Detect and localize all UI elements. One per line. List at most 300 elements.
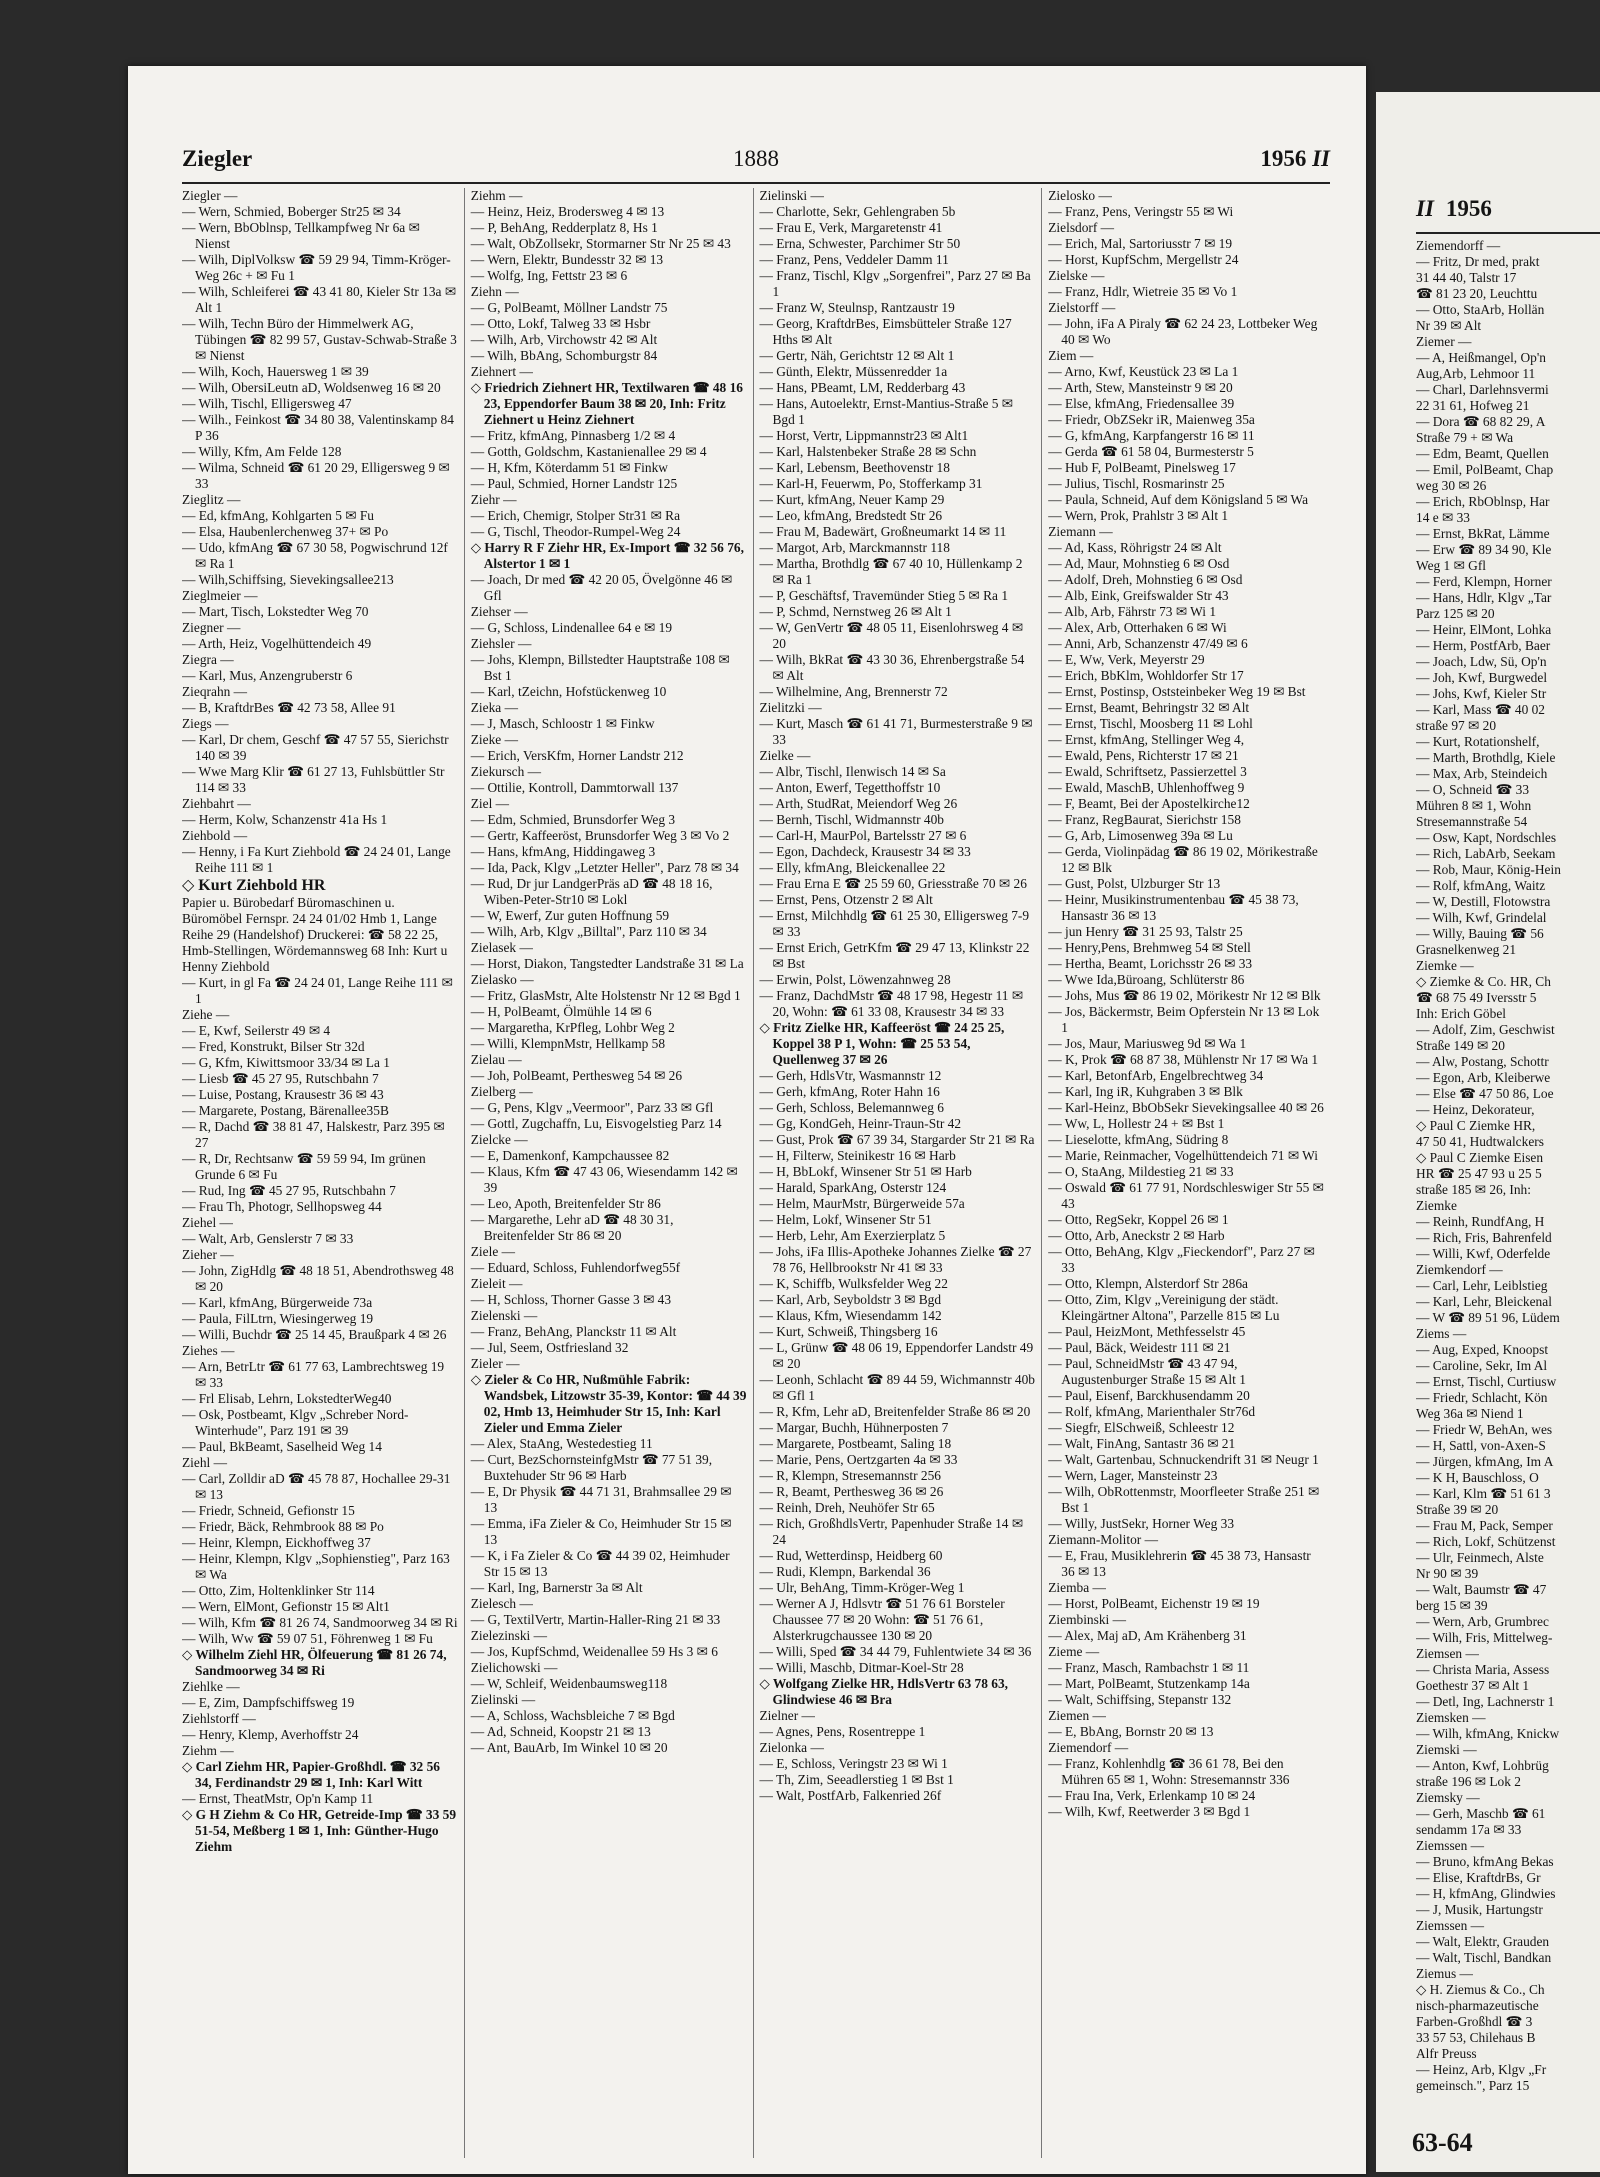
directory-entry: — Ewald, Pens, Richterstr 17 ✉ 21: [1048, 748, 1239, 763]
directory-entry: — Heinr, Klempn, Klgv „Sophienstieg", Parz 163 ✉ Wa: [182, 1551, 450, 1582]
directory-entry: — Günth, Elektr, Müssenredder 1a: [759, 364, 948, 379]
directory-entry: — Ernst, Milchhdlg ☎ 61 25 30, Elligersweg 7-9 ✉ 33: [759, 908, 1030, 939]
directory-entry: — Agnes, Pens, Rosentreppe 1: [759, 1724, 926, 1739]
facing-entry-line: 22 31 61, Hofweg 21: [1416, 398, 1530, 413]
directory-entry: — Else, kfmAng, Friedensallee 39: [1048, 396, 1235, 411]
directory-entry: — Harald, SparkAng, Osterstr 124: [759, 1180, 947, 1195]
facing-entry-line: berg 15 ✉ 39: [1416, 1598, 1488, 1613]
directory-entry: — Paul, BkBeamt, Saselheid Weg 14: [182, 1439, 382, 1454]
directory-entry: — Erich, Chemigr, Stolper Str31 ✉ Ra: [470, 508, 681, 523]
directory-entry: — Karl, Ing iR, Kuhgraben 3 ✉ Blk: [1048, 1084, 1243, 1099]
facing-entry-line: HR ☎ 25 47 93 u 25 5: [1416, 1166, 1542, 1181]
facing-entry-line: — Gerh, Maschb ☎ 61: [1416, 1806, 1546, 1821]
facing-entry-line: — Elise, KraftdrBs, Gr: [1416, 1870, 1541, 1885]
directory-entry: — P, Schmd, Nernstweg 26 ✉ Alt 1: [759, 604, 952, 619]
directory-entry: — Curt, BezSchornsteinfgMstr ☎ 77 51 39, Buxtehuder Str 96 ✉ Harb: [470, 1452, 713, 1483]
directory-entry: — Ernst, TheatMstr, Op'n Kamp 11: [182, 1791, 374, 1806]
facing-entry-line: Straße 79 + ✉ Wa: [1416, 430, 1514, 445]
facing-entry-line: Aug,Arb, Lehmoor 11: [1416, 366, 1536, 381]
directory-entry: — Paul, Schmied, Horner Landstr 125: [470, 476, 678, 491]
directory-entry: — Henry, Klemp, Averhoffstr 24: [182, 1727, 359, 1742]
surname-heading: Zieglitz —: [182, 492, 241, 507]
directory-entry: — Charlotte, Sekr, Gehlengraben 5b: [759, 204, 956, 219]
surname-heading: Zielasko —: [470, 972, 534, 987]
facing-entry-line: Ziemsken —: [1416, 1710, 1486, 1725]
directory-entry: — Friedr, Schneid, Gefionstr 15: [182, 1503, 355, 1518]
directory-entry: — Karl, tZeichn, Hofstückenweg 10: [470, 684, 667, 699]
directory-entry: — G, Arb, Limosenweg 39a ✉ Lu: [1048, 828, 1233, 843]
running-head-name: Ziegler: [182, 146, 253, 171]
facing-entry-line: — Erich, RbOblnsp, Har: [1416, 494, 1550, 509]
facing-entry-line: — Ernst, Tischl, Curtiusw: [1416, 1374, 1557, 1389]
directory-entry: — Willi, Maschb, Ditmar-Koel-Str 28: [759, 1660, 964, 1675]
directory-entry: ◇ Zieler & Co HR, Nußmühle Fabrik: Wandsbek, Litzowstr 35-39, Kontor: ☎ 44 39 02, Hmb 13, Heimhuder Str 15, Inh: Karl Zieler und Emma Zieler: [470, 1372, 747, 1435]
directory-entry: — Walt, PostfArb, Falkenried 26f: [759, 1788, 942, 1803]
directory-entry: — Ernst, Postinsp, Oststeinbeker Weg 19 ✉ Bst: [1048, 684, 1306, 699]
directory-entry: — E, Schloss, Veringstr 23 ✉ Wi 1: [759, 1756, 948, 1771]
directory-entry: — Arth, Stew, Mansteinstr 9 ✉ 20: [1048, 380, 1233, 395]
directory-entry: — E, Dr Physik ☎ 44 71 31, Brahmsallee 29 ✉ 13: [470, 1484, 732, 1515]
directory-entry: — Hertha, Beamt, Lorichsstr 26 ✉ 33: [1048, 956, 1253, 971]
directory-entry: — Jul, Seem, Ostfriesland 32: [470, 1340, 629, 1355]
directory-entry: — Otto, Klempn, Alsterdorf Str 286a: [1048, 1276, 1248, 1291]
facing-entry-line: — Johs, Kwf, Kieler Str: [1416, 686, 1547, 701]
directory-entry: — Fritz, kfmAng, Pinnasberg 1/2 ✉ 4: [470, 428, 676, 443]
facing-entry-line: — Willi, Kwf, Oderfelde: [1416, 1246, 1551, 1261]
directory-entry: — Siegfr, ElSchweiß, Schleestr 12: [1048, 1420, 1235, 1435]
facing-entry-line: ☎ 68 75 49 Iversstr 5: [1416, 990, 1537, 1005]
directory-entry: — Karl, Arb, Seyboldstr 3 ✉ Bgd: [759, 1292, 942, 1307]
directory-entry: ◇ Wilhelm Ziehl HR, Ölfeuerung ☎ 81 26 74, Sandmoorweg 34 ✉ Ri: [182, 1647, 447, 1678]
facing-entry-line: — Heinz, Dekorateur,: [1416, 1102, 1535, 1117]
facing-part-number: II: [1416, 196, 1434, 221]
directory-entry: — E, Damenkonf, Kampchaussee 82: [470, 1148, 670, 1163]
directory-entry: — Wilh, BbAng, Schomburgstr 84: [470, 348, 658, 363]
directory-entry: — W, Ewerf, Zur guten Hoffnung 59: [470, 908, 670, 923]
directory-entry: — Fred, Konstrukt, Bilser Str 32d: [182, 1039, 365, 1054]
directory-entry: — Henny, i Fa Kurt Ziehbold ☎ 24 24 01, Lange Reihe 111 ✉ 1: [182, 844, 451, 875]
directory-entry: — Karl, Halstenbeker Straße 28 ✉ Schn: [759, 444, 977, 459]
directory-entry: — Leonh, Schlacht ☎ 89 44 59, Wichmannstr 40b ✉ Gfl 1: [759, 1372, 1035, 1403]
surname-heading: Zielner —: [759, 1708, 815, 1723]
directory-entry: ◇ Carl Ziehm HR, Papier-Großhdl. ☎ 32 56 34, Ferdinandstr 29 ✉ 1, Inh: Karl Witt: [182, 1759, 440, 1790]
directory-entry: — Wilh., Feinkost ☎ 34 80 38, Valentinskamp 84 P 36: [182, 412, 454, 443]
directory-entry: — Karl, kfmAng, Bürgerweide 73a: [182, 1295, 373, 1310]
directory-entry: — Heinr, Musikinstrumentenbau ☎ 45 38 73, Hansastr 36 ✉ 13: [1048, 892, 1299, 923]
directory-entry: — Franz, BehAng, Planckstr 11 ✉ Alt: [470, 1324, 677, 1339]
directory-entry: — Wilh,Schiffsing, Sievekingsallee213: [182, 572, 394, 587]
directory-entry: — Gertr, Näh, Gerichtstr 12 ✉ Alt 1: [759, 348, 955, 363]
directory-entry: — R, Beamt, Perthesweg 36 ✉ 26: [759, 1484, 944, 1499]
facing-entry-line: — Frau M, Pack, Semper: [1416, 1518, 1553, 1533]
surname-heading: Zielberg —: [470, 1084, 533, 1099]
directory-entry: — Wern, Prok, Prahlstr 3 ✉ Alt 1: [1048, 508, 1229, 523]
facing-entry-line: — Fritz, Dr med, prakt: [1416, 254, 1540, 269]
page-header: [182, 146, 1330, 184]
facing-entry-line: — Rich, Fris, Bahrenfeld: [1416, 1230, 1552, 1245]
directory-entry: — Willy, JustSekr, Horner Weg 33: [1048, 1516, 1235, 1531]
directory-entry: — Paul, Eisenf, Barckhusendamm 20: [1048, 1388, 1250, 1403]
directory-entry: — Franz, Pens, Veddeler Damm 11: [759, 252, 949, 267]
facing-entry-line: — Heinz, Arb, Klgv „Fr: [1416, 2062, 1547, 2077]
directory-entry: — Kurt, Masch ☎ 61 41 71, Burmesterstraße 9 ✉ 33: [759, 716, 1033, 747]
facing-entry-line: Ziemendorff —: [1416, 238, 1501, 253]
facing-entry-line: Ziemer —: [1416, 334, 1472, 349]
directory-entry: — Ed, kfmAng, Kohlgarten 5 ✉ Fu: [182, 508, 374, 523]
surname-heading: Zielenski —: [470, 1308, 538, 1323]
facing-entry-line: — Herm, PostfArb, Baer: [1416, 638, 1551, 653]
surname-heading: Zielske —: [1048, 268, 1105, 283]
directory-entry: — Wilh, BkRat ☎ 43 30 36, Ehrenbergstraße 54 ✉ Alt: [759, 652, 1025, 683]
directory-entry: — G, PolBeamt, Möllner Landstr 75: [470, 300, 668, 315]
facing-entry-line: — Christa Maria, Assess: [1416, 1662, 1550, 1677]
facing-year: 1956: [1445, 196, 1492, 221]
directory-entry: — Gerda, Violinpädag ☎ 86 19 02, Mörikestraße 12 ✉ Blk: [1048, 844, 1318, 875]
directory-entry: — Franz, Masch, Rambachstr 1 ✉ 11: [1048, 1660, 1250, 1675]
directory-entry: — Herm, Kolw, Schanzenstr 41a Hs 1: [182, 812, 388, 827]
directory-entry: — Jos, Bäckermstr, Beim Opferstein Nr 13 ✉ Lok 1: [1048, 1004, 1320, 1035]
directory-entry: — H, Filterw, Steinikestr 16 ✉ Harb: [759, 1148, 956, 1163]
facing-entry-line: — Emil, PolBeamt, Chap: [1416, 462, 1554, 477]
directory-entry: — Luise, Postang, Krausestr 36 ✉ 43: [182, 1087, 384, 1102]
surname-heading: Zieke —: [470, 732, 518, 747]
directory-entry: — Leo, Apoth, Breitenfelder Str 86: [470, 1196, 661, 1211]
directory-entry: — Heinr, Klempn, Eickhoffweg 37: [182, 1535, 371, 1550]
directory-entry: — G, Tischl, Theodor-Rumpel-Weg 24: [470, 524, 681, 539]
facing-entry-line: Ziemssen —: [1416, 1838, 1485, 1853]
directory-entry: — Anton, Ewerf, Tegetthoffstr 10: [759, 780, 941, 795]
surname-heading: Ziekursch —: [470, 764, 542, 779]
surname-heading: Ziemen —: [1048, 1708, 1106, 1723]
directory-entry: — Otto, RegSekr, Koppel 26 ✉ 1: [1048, 1212, 1229, 1227]
directory-entry: — Karl-Heinz, BbObSekr Sievekingsallee 40 ✉ 26: [1048, 1100, 1324, 1115]
facing-entry-line: Ziemssen —: [1416, 1918, 1485, 1933]
directory-entry: — Franz, Tischl, Klgv „Sorgenfrei", Parz 27 ✉ Ba 1: [759, 268, 1031, 299]
directory-entry: — W, GenVertr ☎ 48 05 11, Eisenlohrsweg 4 ✉ 20: [759, 620, 1024, 651]
directory-entry: — Wilh, Arb, Klgv „Billtal", Parz 110 ✉ 34: [470, 924, 707, 939]
directory-entry: — Ernst, Pens, Otzenstr 2 ✉ Alt: [759, 892, 933, 907]
directory-entry: — Kurt, Schweiß, Thingsberg 16: [759, 1324, 938, 1339]
directory-entry: — Mart, PolBeamt, Stutzenkamp 14a: [1048, 1676, 1250, 1691]
facing-entry-line: — Hans, Hdlr, Klgv „Tar: [1416, 590, 1552, 605]
facing-entry-line: ◇ Ziemke & Co. HR, Ch: [1416, 974, 1551, 989]
directory-entry: — Willi, KlempnMstr, Hellkamp 58: [470, 1036, 666, 1051]
facing-entry-line: Ziems —: [1416, 1326, 1467, 1341]
directory-entry: — Frl Elisab, Lehrn, LokstedterWeg40: [182, 1391, 392, 1406]
page-number: 1888: [733, 146, 779, 171]
directory-entry: — Frau Th, Photogr, Sellhopsweg 44: [182, 1199, 382, 1214]
surname-heading: Ziemann-Molitor —: [1048, 1532, 1158, 1547]
facing-entry-line: — Adolf, Zim, Geschwist: [1416, 1022, 1555, 1037]
surname-heading: Zielesch —: [470, 1596, 533, 1611]
directory-entry: — Frau Ina, Verk, Erlenkamp 10 ✉ 24: [1048, 1788, 1256, 1803]
facing-entry-line: — Dora ☎ 68 82 29, A: [1416, 414, 1546, 429]
surname-heading: Ziehbold —: [182, 828, 248, 843]
directory-entry: — Gertr, Kaffeeröst, Brunsdorfer Weg 3 ✉ Vo 2: [470, 828, 730, 843]
directory-entry: — Walt, FinAng, Santastr 36 ✉ 21: [1048, 1436, 1236, 1451]
facing-entry-line: Farben-Großhdl ☎ 3: [1416, 2014, 1533, 2029]
facing-entry-line: — Marth, Brothdlg, Kiele: [1416, 750, 1556, 765]
directory-entry: — Leo, kfmAng, Bredstedt Str 26: [759, 508, 943, 523]
directory-entry: — Gerda ☎ 61 58 04, Burmesterstr 5: [1048, 444, 1254, 459]
directory-entry: — Frau M, Badewärt, Großneumarkt 14 ✉ 11: [759, 524, 1007, 539]
directory-entry: — Friedr, Bäck, Rehmbrook 88 ✉ Po: [182, 1519, 384, 1534]
directory-entry: — O, StaAng, Mildestieg 21 ✉ 33: [1048, 1164, 1234, 1179]
directory-entry: — G, kfmAng, Karpfangerstr 16 ✉ 11: [1048, 428, 1255, 443]
directory-entry: — Mart, Tisch, Lokstedter Weg 70: [182, 604, 369, 619]
directory-entry: — Rud, Dr jur LandgerPräs aD ☎ 48 18 16, Wiben-Peter-Str10 ✉ Lokl: [470, 876, 713, 907]
surname-heading: Zielinski —: [470, 1692, 536, 1707]
directory-entry: — Wilh, Koch, Hauersweg 1 ✉ 39: [182, 364, 369, 379]
directory-entry: ◇ Wolfgang Zielke HR, HdlsVertr 63 78 63, Glindwiese 46 ✉ Bra: [759, 1676, 1008, 1707]
page-range-footer: 63-64: [1412, 2128, 1473, 2157]
directory-entry: — Wilh, Tischl, Elligersweg 47: [182, 396, 352, 411]
directory-entry: — Rud, Wetterdinsp, Heidberg 60: [759, 1548, 943, 1563]
facing-entry-line: ◇ Paul C Ziemke HR,: [1416, 1118, 1536, 1133]
directory-entry: — Erich, Mal, Sartoriusstr 7 ✉ 19: [1048, 236, 1233, 251]
surname-heading: Zieleit —: [470, 1276, 523, 1291]
facing-entry-line: Inh: Erich Göbel: [1416, 1006, 1506, 1021]
directory-entry: — Ernst Erich, GetrKfm ☎ 29 47 13, Klinkstr 22 ✉ Bst: [759, 940, 1030, 971]
directory-entry: — Ad, Schneid, Koopstr 21 ✉ 13: [470, 1724, 651, 1739]
directory-entry: — Franz, Pens, Veringstr 55 ✉ Wi: [1048, 204, 1234, 219]
surname-heading: Ziehm —: [470, 188, 523, 203]
directory-entry: — Horst, Vertr, Lippmannstr23 ✉ Alt1: [759, 428, 969, 443]
directory-entry: — Walt, Schiffsing, Stepanstr 132: [1048, 1692, 1232, 1707]
facing-entry-line: ☎ 81 23 20, Leuchttu: [1416, 286, 1538, 301]
directory-entry: — Ewald, MaschB, Uhlenhoffweg 9: [1048, 780, 1245, 795]
directory-entry: — P, BehAng, Redderplatz 8, Hs 1: [470, 220, 658, 235]
directory-entry: — Ernst, kfmAng, Stellinger Weg 4,: [1048, 732, 1245, 747]
facing-entry-line: Ziemsen —: [1416, 1646, 1479, 1661]
directory-entry: — Helm, Lokf, Winsener Str 51: [759, 1212, 932, 1227]
facing-entry-line: — Heinr, ElMont, Lohka: [1416, 622, 1552, 637]
directory-entry: — Margaretha, KrPfleg, Lohbr Weg 2: [470, 1020, 675, 1035]
directory-entry: — Wolfg, Ing, Fettstr 23 ✉ 6: [470, 268, 628, 283]
facing-entry-line: weg 30 ✉ 26: [1416, 478, 1487, 493]
facing-entry-line: — Anton, Kwf, Lohbrüg: [1416, 1758, 1549, 1773]
directory-entry: — Otto, Zim, Holtenklinker Str 114: [182, 1583, 375, 1598]
surname-heading: Zielosko —: [1048, 188, 1112, 203]
facing-entry-line: — Wilh, Kwf, Grindelal: [1416, 910, 1547, 925]
surname-heading: Zielasek —: [470, 940, 533, 955]
directory-entry: — Wwe Ida,Büroang, Schlüterstr 86: [1048, 972, 1245, 987]
facing-entry-line: — Charl, Darlehnsvermi: [1416, 382, 1549, 397]
surname-heading: Zielichowski —: [470, 1660, 558, 1675]
directory-entry: — Marie, Reinmacher, Vogelhüttendeich 71 ✉ Wi: [1048, 1148, 1318, 1163]
directory-entry: — Rich, GroßhdlsVertr, Papenhuder Straße 14 ✉ 24: [759, 1516, 1024, 1547]
directory-entry: — Gerh, kfmAng, Roter Hahn 16: [759, 1084, 940, 1099]
directory-entry: — Reinh, Dreh, Neuhöfer Str 65: [759, 1500, 935, 1515]
surname-heading: Ziembinski —: [1048, 1612, 1126, 1627]
facing-entry-line: — Karl, Klm ☎ 51 61 3: [1416, 1486, 1551, 1501]
directory-entry: — Alex, StaAng, Westedestieg 11: [470, 1436, 653, 1451]
surname-heading: Ziehes —: [182, 1343, 235, 1358]
directory-entry: — Hans, kfmAng, Hiddingaweg 3: [470, 844, 656, 859]
facing-entry-line: — Caroline, Sekr, Im Al: [1416, 1358, 1548, 1373]
surname-heading: Ziehlke —: [182, 1679, 240, 1694]
facing-entry-line: Mühren 8 ✉ 1, Wohn: [1416, 798, 1532, 813]
directory-entry: — Wilh, Schleiferei ☎ 43 41 80, Kieler Str 13a ✉ Alt 1: [182, 284, 457, 315]
facing-entry-line: — Willy, Bauing ☎ 56: [1416, 926, 1544, 941]
directory-entry: — Joh, PolBeamt, Perthesweg 54 ✉ 26: [470, 1068, 683, 1083]
directory-entry: — Otto, Lokf, Talweg 33 ✉ Hsbr: [470, 316, 651, 331]
directory-entry: — Wilh, Techn Büro der Himmelwerk AG, Tübingen ☎ 82 99 57, Gustav-Schwab-Straße 3 ✉ Nienst: [182, 316, 457, 363]
directory-entry: — Wern, Schmied, Boberger Str25 ✉ 34: [182, 204, 401, 219]
facing-entry-line: Nr 39 ✉ Alt: [1416, 318, 1482, 333]
directory-entry: — Alex, Arb, Otterhaken 6 ✉ Wi: [1048, 620, 1227, 635]
directory-entry: — H, PolBeamt, Ölmühle 14 ✉ 6: [470, 1004, 652, 1019]
directory-entry: — E, Frau, Musiklehrerin ☎ 45 38 73, Hansastr 36 ✉ 13: [1048, 1548, 1311, 1579]
directory-entry: — Oswald ☎ 61 77 91, Nordschleswiger Str 55 ✉ 43: [1048, 1180, 1324, 1211]
directory-entry: — Karl, Mus, Anzengruberstr 6: [182, 668, 353, 683]
facing-entry-line: straße 97 ✉ 20: [1416, 718, 1497, 733]
facing-entry-line: — Joach, Ldw, Sü, Op'n: [1416, 654, 1547, 669]
directory-entry: — L, Grünw ☎ 48 06 19, Eppendorfer Landstr 49 ✉ 20: [759, 1340, 1034, 1371]
directory-entry: — Emma, iFa Zieler & Co, Heimhuder Str 15 ✉ 13: [470, 1516, 732, 1547]
directory-entry: — Wern, Lager, Mansteinstr 23: [1048, 1468, 1218, 1483]
facing-entry-line: Ziemski —: [1416, 1742, 1477, 1757]
directory-entry: — Franz, Kohlenhdlg ☎ 36 61 78, Bei den Mühren 65 ✉ 1, Wohn: Stresemannstr 336: [1048, 1756, 1290, 1787]
directory-entry: — Carl-H, MaurPol, Bartelsstr 27 ✉ 6: [759, 828, 967, 843]
directory-entry: — F, Beamt, Bei der Apostelkirche12: [1048, 796, 1250, 811]
facing-entry-line: Weg 1 ✉ Gfl: [1416, 558, 1487, 573]
directory-entry: — Wilh, Kfm ☎ 81 26 74, Sandmoorweg 34 ✉ Ri: [182, 1615, 458, 1630]
directory-entry: — Margarethe, Lehr aD ☎ 48 30 31, Breitenfelder Str 86 ✉ 20: [470, 1212, 674, 1243]
directory-entry: — John, ZigHdlg ☎ 48 18 51, Abendrothsweg 48 ✉ 20: [182, 1263, 454, 1294]
directory-entry: — Paula, FilLtrn, Wiesingerweg 19: [182, 1311, 374, 1326]
directory-entry: — Udo, kfmAng ☎ 67 30 58, Pogwischrund 12f ✉ Ra 1: [182, 540, 448, 571]
directory-entry: — H, BbLokf, Winsener Str 51 ✉ Harb: [759, 1164, 972, 1179]
directory-entry: — Margar, Buchh, Hühnerposten 7: [759, 1420, 949, 1435]
facing-entry-line: — Rich, Lokf, Schützenst: [1416, 1534, 1556, 1549]
directory-entry: — H, Kfm, Köterdamm 51 ✉ Finkw: [470, 460, 668, 475]
facing-entry-line: — Detl, Ing, Lachnerstr 1: [1416, 1694, 1555, 1709]
facing-entry-line: — Ferd, Klempn, Horner: [1416, 574, 1552, 589]
directory-entry: — Walt, Arb, Genslerstr 7 ✉ 33: [182, 1231, 354, 1246]
directory-entry: — Wilh, Kwf, Reetwerder 3 ✉ Bgd 1: [1048, 1804, 1251, 1819]
directory-entry: — Friedr, ObZSekr iR, Maienweg 35a: [1048, 412, 1255, 427]
directory-entry: — R, Klempn, Stresemannstr 256: [759, 1468, 941, 1483]
directory-entry: — W, Schleif, Weidenbaumsweg118: [470, 1676, 668, 1691]
directory-entry: — G, Schloss, Lindenallee 64 e ✉ 19: [470, 620, 673, 635]
directory-entry: — Bernh, Tischl, Widmannstr 40b: [759, 812, 944, 827]
directory-entry: — Jos, Maur, Mariusweg 9d ✉ Wa 1: [1048, 1036, 1247, 1051]
directory-entry: — Margarete, Postang, Bärenallee35B: [182, 1103, 389, 1118]
directory-entry: — Willy, Kfm, Am Felde 128: [182, 444, 342, 459]
surname-heading: Ziehnert —: [470, 364, 533, 379]
part-number: II: [1312, 146, 1330, 171]
directory-entry: — Werner A J, Hdlsvtr ☎ 51 76 61 Borsteler Chaussee 77 ✉ 20 Wohn: ☎ 51 76 61, Alsterkrugchaussee 130 ✉ 20: [759, 1596, 1005, 1643]
directory-entry: — Horst, KupfSchm, Mergellstr 24: [1048, 252, 1239, 267]
directory-entry: — Gerh, Schloss, Belemannweg 6: [759, 1100, 944, 1115]
facing-entry-line: gemeinsch.", Parz 15: [1416, 2078, 1530, 2093]
directory-entry: — Erich, BbKlm, Wohldorfer Str 17: [1048, 668, 1244, 683]
directory-entry: — Franz, RegBaurat, Sierichstr 158: [1048, 812, 1241, 827]
directory-entry: — Margot, Arb, Marckmannstr 118: [759, 540, 950, 555]
running-head-year: [1260, 146, 1330, 172]
directory-entry: — Alex, Maj aD, Am Krähenberg 31: [1048, 1628, 1247, 1643]
surname-heading: Zieqrahn —: [182, 684, 248, 699]
surname-heading: Ziehr —: [470, 492, 517, 507]
surname-heading: Ziem —: [1048, 348, 1094, 363]
directory-entry: — Julius, Tischl, Rosmarinstr 25: [1048, 476, 1225, 491]
directory-entry: — G, Kfm, Kiwittsmoor 33/34 ✉ La 1: [182, 1055, 390, 1070]
directory-entry: — Karl-H, Feuerwm, Po, Stofferkamp 31: [759, 476, 983, 491]
directory-entry: — Walt, Gartenbau, Schnuckendrift 31 ✉ Neugr 1: [1048, 1452, 1319, 1467]
column-3: [753, 188, 1042, 2158]
surname-heading: Ziehbahrt —: [182, 796, 251, 811]
facing-entry-line: — Wern, Arb, Grumbrec: [1416, 1614, 1549, 1629]
facing-entry-line: Nr 90 ✉ 39: [1416, 1566, 1479, 1581]
directory-entry: — R, Dachd ☎ 38 81 47, Halskestr, Parz 395 ✉ 27: [182, 1119, 445, 1150]
directory-entry: — Albr, Tischl, Ilenwisch 14 ✉ Sa: [759, 764, 946, 779]
directory-entry: — Egon, Dachdeck, Krausestr 34 ✉ 33: [759, 844, 971, 859]
directory-entry: — Alb, Arb, Fährstr 73 ✉ Wi 1: [1048, 604, 1217, 619]
directory-entry: — E, Kwf, Seilerstr 49 ✉ 4: [182, 1023, 331, 1038]
directory-page: [128, 66, 1366, 2174]
surname-heading: Zielsdorf —: [1048, 220, 1115, 235]
directory-entry: — A, Schloss, Wachsbleiche 7 ✉ Bgd: [470, 1708, 675, 1723]
facing-entry-line: — W, Destill, Flotowstra: [1416, 894, 1551, 909]
surname-heading: Ziehsler —: [470, 636, 532, 651]
facing-entry-line: — K H, Bauschloss, O: [1416, 1470, 1539, 1485]
directory-entry: — Otto, Zim, Klgv „Vereinigung der städt. Kleingärtner Altona", Parzelle 815 ✉ Lu: [1048, 1292, 1280, 1323]
facing-entry-line: — Reinh, RundfAng, H: [1416, 1214, 1545, 1229]
columns-container: [182, 188, 1330, 2158]
column-2: [464, 188, 753, 2158]
directory-entry: — Helm, MaurMstr, Bürgerweide 57a: [759, 1196, 965, 1211]
directory-entry: — Paul, SchneidMstr ☎ 43 47 94, Augustenburger Straße 15 ✉ Alt 1: [1048, 1356, 1246, 1387]
directory-entry: — jun Henry ☎ 31 25 93, Talstr 25: [1048, 924, 1243, 939]
directory-entry: — Franz, DachdMstr ☎ 48 17 98, Hegestr 11 ✉ 20, Wohn: ☎ 61 33 08, Krausestr 34 ✉ 33: [759, 988, 1024, 1019]
facing-entry-line: — Kurt, Rotationshelf,: [1416, 734, 1540, 749]
directory-entry: — Ad, Maur, Mohnstieg 6 ✉ Osd: [1048, 556, 1230, 571]
facing-entry-line: ◇ Paul C Ziemke Eisen: [1416, 1150, 1544, 1165]
facing-entry-line: — Rolf, kfmAng, Waitz: [1416, 878, 1546, 893]
facing-running-head: [1416, 196, 1492, 221]
surname-heading: Zielonka —: [759, 1740, 824, 1755]
facing-entry-line: — A, Heißmangel, Op'n: [1416, 350, 1546, 365]
surname-heading: Ziegner —: [182, 620, 241, 635]
facing-page-column: [1416, 238, 1600, 2132]
directory-entry: — Paul, Bäck, Weidestr 111 ✉ 21: [1048, 1340, 1231, 1355]
directory-entry: — Karl, Dr chem, Geschf ☎ 47 57 55, Sierichstr 140 ✉ 39: [182, 732, 449, 763]
facing-entry-line: — Walt, Tischl, Bandkan: [1416, 1950, 1552, 1965]
facing-entry-line: — Aug, Exped, Knoopst: [1416, 1342, 1549, 1357]
directory-entry: — E, Ww, Verk, Meyerstr 29: [1048, 652, 1205, 667]
facing-entry-line: Grasnelkenweg 21: [1416, 942, 1517, 957]
surname-heading: Ziehe —: [182, 1007, 230, 1022]
directory-entry: — Gotth, Goldschm, Kastanienallee 29 ✉ 4: [470, 444, 707, 459]
surname-heading: Papier u. Bürobedarf Büromaschinen u. Büromöbel Fernspr. 24 24 01/02 Hmb 1, Lange Reihe 29 (Handelshof) Druckerei: ☎ 58 22 25, Hmb-Stellingen, Wördemannsweg 68 Inh: Kurt u Henny Ziehbold: [182, 895, 448, 974]
directory-entry: — Arno, Kwf, Keustück 23 ✉ La 1: [1048, 364, 1239, 379]
facing-entry-line: straße 185 ✉ 26, Inh:: [1416, 1182, 1531, 1197]
directory-entry: — John, iFa A Piraly ☎ 62 24 23, Lottbeker Weg 40 ✉ Wo: [1048, 316, 1318, 347]
facing-entry-line: — Rich, LabArb, Seekam: [1416, 846, 1556, 861]
directory-entry: — Osk, Postbeamt, Klgv „Schreber Nord-Winterhude", Parz 191 ✉ 39: [182, 1407, 409, 1438]
surname-heading: Zielcke —: [470, 1132, 528, 1147]
directory-entry: — Klaus, Kfm ☎ 47 43 06, Wiesendamm 142 ✉ 39: [470, 1164, 738, 1195]
directory-entry: — Johs, Mus ☎ 86 19 02, Mörikestr Nr 12 ✉ Blk: [1048, 988, 1321, 1003]
surname-heading: Zieka —: [470, 700, 518, 715]
directory-entry: — Franz W, Steulnsp, Rantzaustr 19: [759, 300, 955, 315]
directory-entry: — Gerh, HdlsVtr, Wasmannstr 12: [759, 1068, 942, 1083]
directory-entry: — Georg, KraftdrBes, Eimsbütteler Straße 127 Hths ✉ Alt: [759, 316, 1012, 347]
directory-entry: — Heinz, Heiz, Brodersweg 4 ✉ 13: [470, 204, 665, 219]
directory-entry: — Horst, Diakon, Tangstedter Landstraße 31 ✉ La: [470, 956, 744, 971]
directory-entry: — P, Geschäftsf, Travemünder Stieg 5 ✉ Ra 1: [759, 588, 1009, 603]
